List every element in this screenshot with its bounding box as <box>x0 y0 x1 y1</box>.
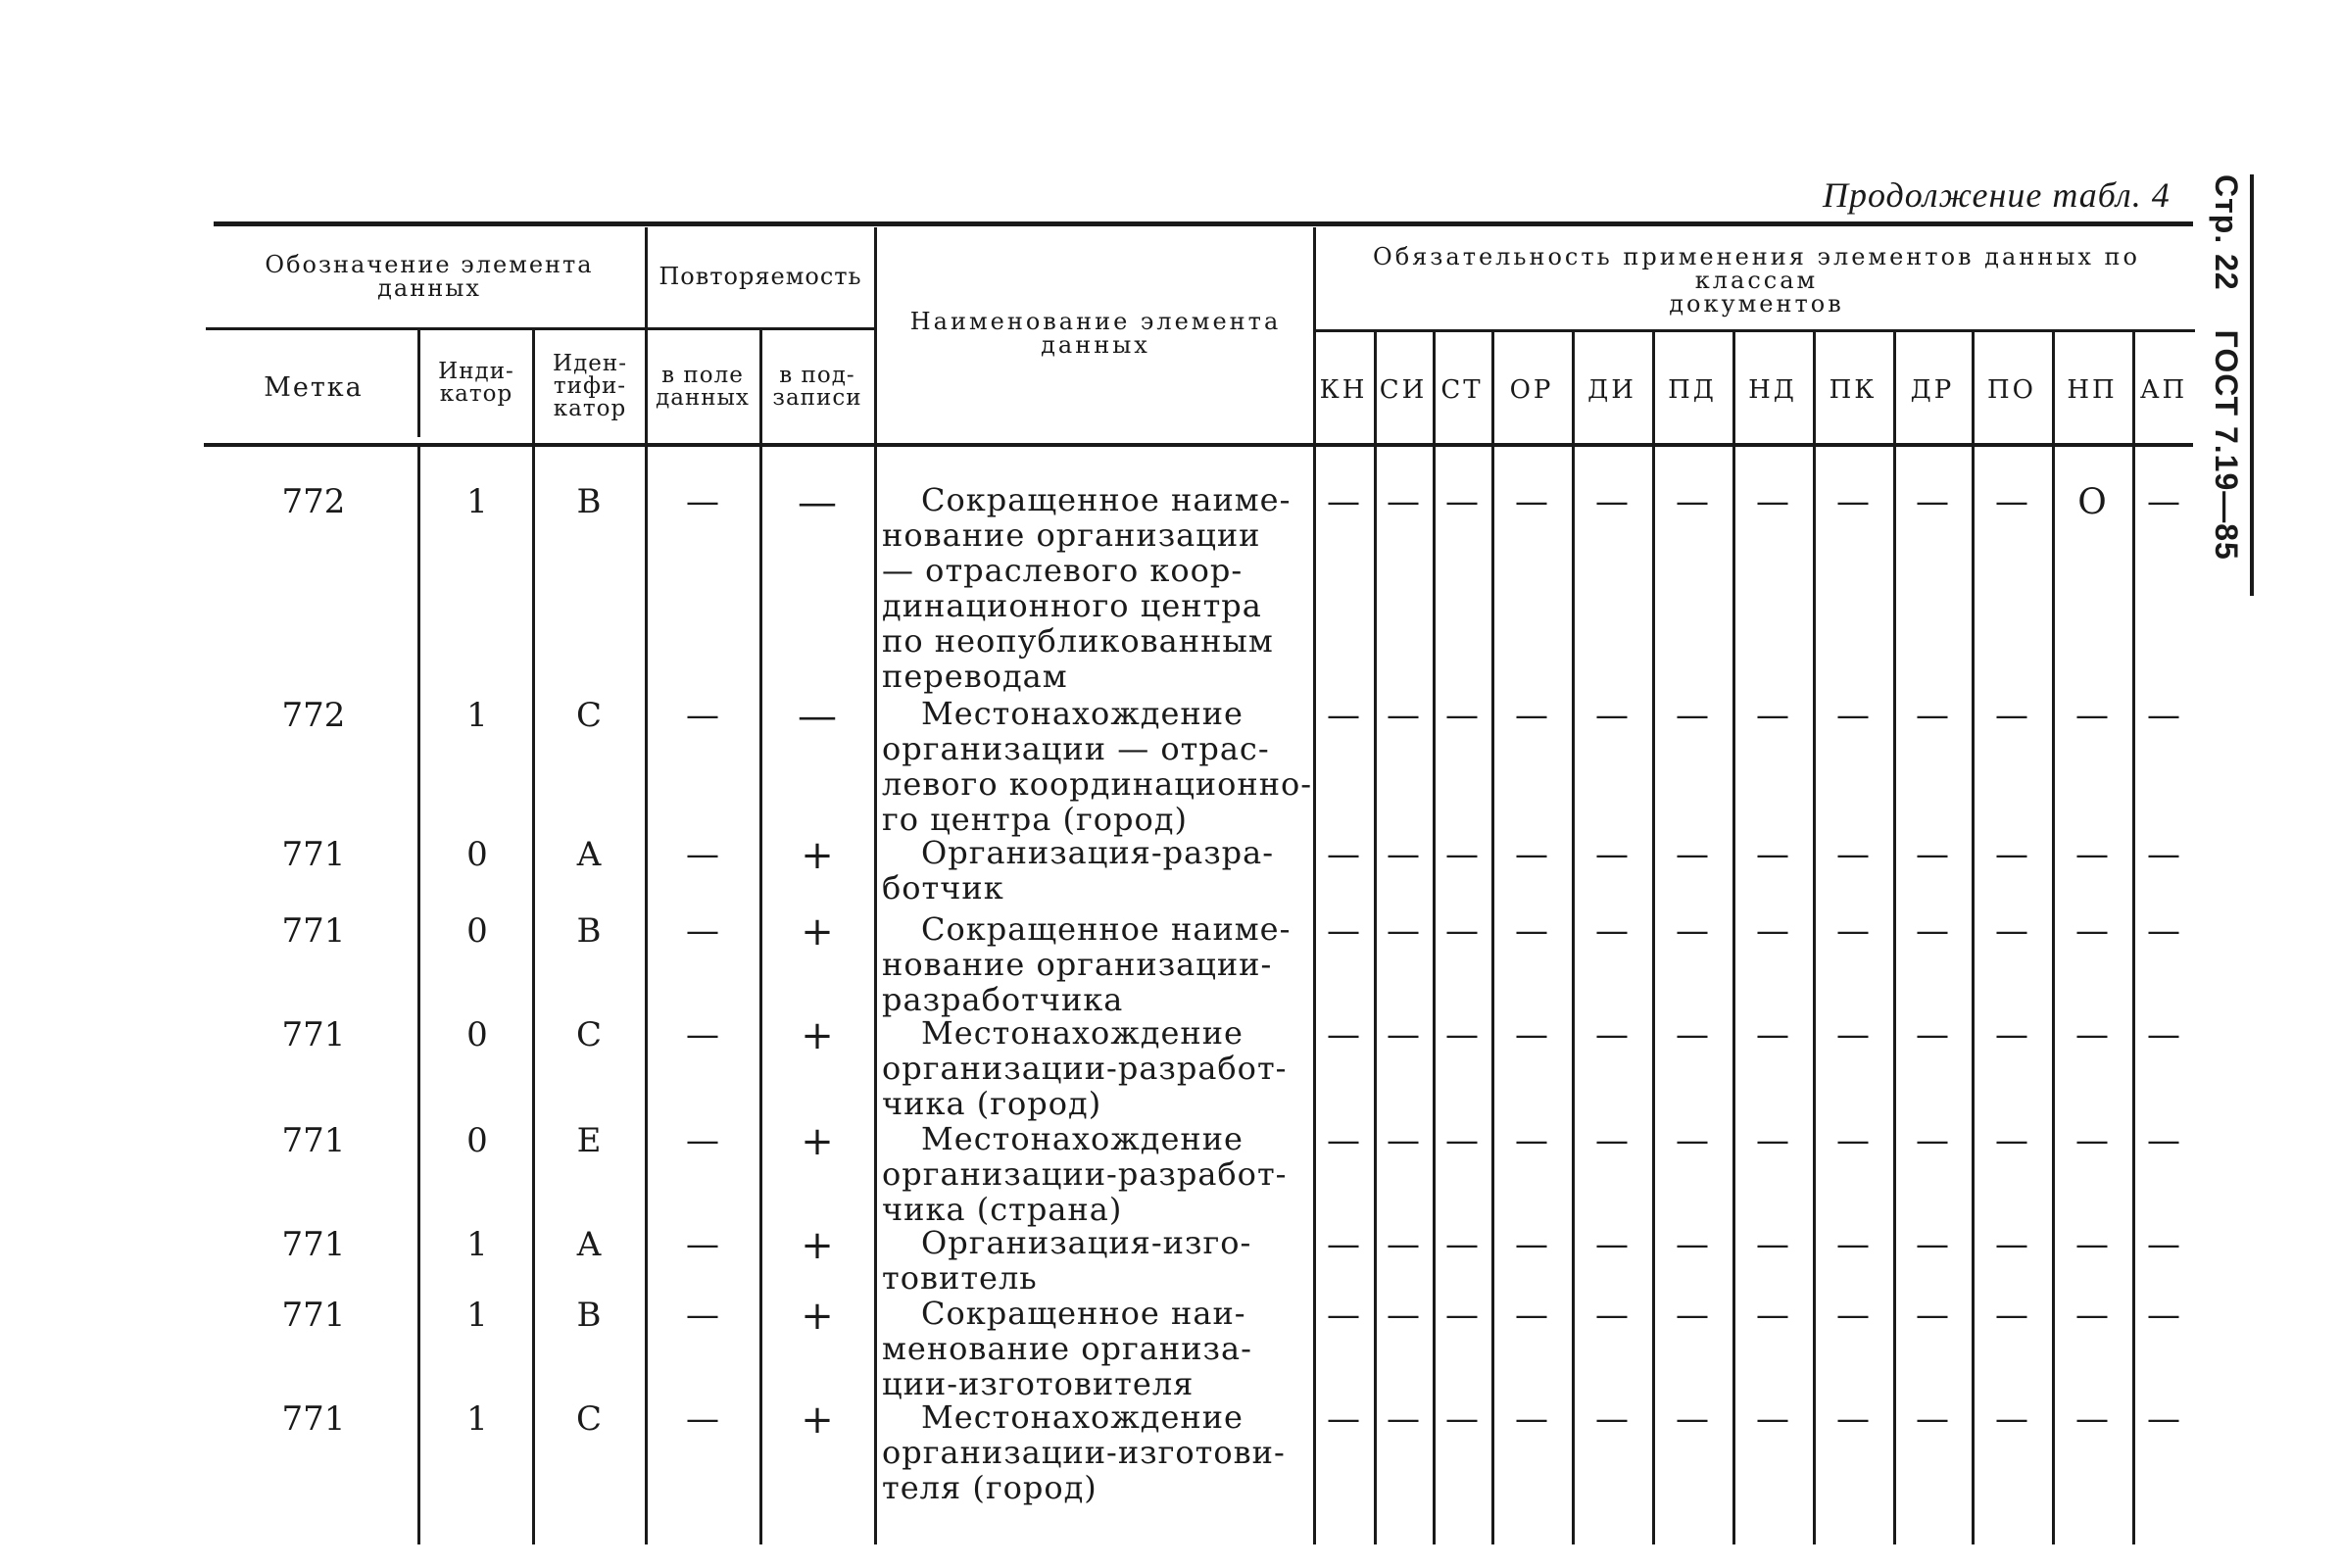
row-indicator: 1 <box>466 482 488 521</box>
col-rule-tag <box>417 329 420 437</box>
row-class-mark: — <box>1916 1121 1949 1160</box>
row-class-mark: — <box>1595 1015 1629 1054</box>
side-header <box>2199 174 2244 606</box>
row-class-mark: О <box>2077 482 2107 522</box>
row-class-mark: — <box>1595 835 1629 874</box>
row-class-mark: — <box>2075 911 2109 951</box>
row-class-mark: — <box>1995 911 2028 951</box>
row-class-mark: — <box>1515 482 1548 521</box>
side-rule <box>2250 174 2254 596</box>
row-tag: 771 <box>281 1015 346 1054</box>
row-in-field: — <box>686 696 719 735</box>
header-in-field: в поле данных <box>656 363 750 411</box>
row-identifier: C <box>575 696 602 735</box>
row-class-mark: — <box>1387 1015 1420 1054</box>
header-repeatability: Повторяемость <box>659 263 862 290</box>
row-class-mark: — <box>1756 911 1789 951</box>
row-name: Организация-изго- товитель <box>882 1224 1252 1297</box>
row-class-mark: — <box>2075 1225 2109 1264</box>
row-class-mark: — <box>1756 1121 1789 1160</box>
row-class-mark: — <box>1916 1296 1949 1335</box>
row-class-mark: — <box>1756 1296 1789 1335</box>
col-rule-field <box>759 329 762 1544</box>
row-in-subrecord: + <box>801 1294 834 1339</box>
row-class-mark: — <box>1515 1225 1548 1264</box>
row-identifier: C <box>575 1399 602 1439</box>
row-class-mark: — <box>1445 835 1479 874</box>
row-class-mark: — <box>1515 1399 1548 1439</box>
row-class-mark: — <box>1327 1225 1360 1264</box>
row-in-subrecord: + <box>801 833 834 878</box>
row-class-mark: — <box>1836 1121 1870 1160</box>
row-indicator: 0 <box>466 911 488 951</box>
row-class-mark: — <box>1916 1015 1949 1054</box>
row-identifier: B <box>576 482 602 521</box>
row-indicator: 0 <box>466 1121 488 1160</box>
row-tag: 771 <box>281 1296 346 1335</box>
row-class-mark: — <box>1387 835 1420 874</box>
row-class-mark: — <box>1995 1225 2028 1264</box>
row-class-mark: — <box>1387 482 1420 521</box>
row-class-mark: — <box>1756 835 1789 874</box>
row-in-field: — <box>686 835 719 874</box>
row-class-mark: — <box>1756 696 1789 735</box>
row-class-mark: — <box>1676 1015 1709 1054</box>
row-class-mark: — <box>1676 1121 1709 1160</box>
row-tag: 772 <box>281 482 346 521</box>
header-sub-rule-left <box>206 327 874 330</box>
standard-code: ГОСТ 7.19—85 <box>2209 329 2244 561</box>
row-class-mark: — <box>1836 835 1870 874</box>
row-name: Местонахождение организации — отрас- левого координационно- го центра (город) <box>882 695 1313 838</box>
row-class-mark: — <box>1916 696 1949 735</box>
row-class-mark: — <box>1595 696 1629 735</box>
row-in-subrecord: — <box>798 480 837 525</box>
row-class-mark: — <box>1916 911 1949 951</box>
header-sub-rule-right <box>1313 329 2195 332</box>
class-header-3: ОР <box>1509 375 1554 405</box>
table-top-rule <box>214 221 2193 226</box>
row-class-mark: — <box>1836 911 1870 951</box>
header-in-subrecord: в под- записи <box>772 363 862 411</box>
row-class-mark: — <box>1676 696 1709 735</box>
row-class-mark: — <box>1595 1225 1629 1264</box>
row-class-mark: — <box>1676 835 1709 874</box>
row-class-mark: — <box>1327 482 1360 521</box>
row-class-mark: — <box>1676 482 1709 521</box>
row-class-mark: — <box>1445 1015 1479 1054</box>
row-class-mark: — <box>1995 1399 2028 1439</box>
row-identifier: A <box>576 835 602 874</box>
row-identifier: B <box>576 911 602 951</box>
row-tag: 771 <box>281 835 346 874</box>
row-class-mark: — <box>1836 1015 1870 1054</box>
row-class-mark: — <box>1916 1225 1949 1264</box>
row-class-mark: — <box>1916 1399 1949 1439</box>
row-class-mark: — <box>1836 696 1870 735</box>
class-header-8: ДР <box>1910 375 1955 405</box>
row-tag: 771 <box>281 911 346 951</box>
row-in-subrecord: + <box>801 1119 834 1164</box>
class-header-5: ПД <box>1668 375 1717 405</box>
row-in-subrecord: — <box>798 694 837 739</box>
row-class-mark: — <box>1995 1121 2028 1160</box>
row-class-mark: — <box>1515 1121 1548 1160</box>
row-in-subrecord: + <box>801 909 834 955</box>
header-mandatory: Обязательность применения элементов данных по классам документов <box>1373 243 2140 318</box>
row-in-field: — <box>686 1296 719 1335</box>
row-name: Организация-разра- ботчик <box>882 834 1275 906</box>
row-class-mark: — <box>1595 911 1629 951</box>
row-in-field: — <box>686 911 719 951</box>
row-class-mark: — <box>1327 1296 1360 1335</box>
row-class-mark: — <box>1756 1225 1789 1264</box>
row-class-mark: — <box>1515 1296 1548 1335</box>
row-class-mark: — <box>1515 835 1548 874</box>
row-indicator: 0 <box>466 835 488 874</box>
header-tag: Метка <box>264 371 364 403</box>
class-header-9: ПО <box>1987 375 2036 405</box>
row-in-subrecord: + <box>801 1013 834 1058</box>
class-header-1: СИ <box>1379 375 1428 405</box>
row-name: Местонахождение организации-изготови- теля (город) <box>882 1398 1286 1506</box>
row-class-mark: — <box>1327 1399 1360 1439</box>
class-header-6: НД <box>1748 375 1797 405</box>
row-class-mark: — <box>1836 1225 1870 1264</box>
row-name: Сокращенное наиме- нование организации- разработчика <box>882 910 1292 1018</box>
row-class-mark: — <box>1836 482 1870 521</box>
row-tag: 771 <box>281 1399 346 1439</box>
row-class-mark: — <box>2147 1399 2180 1439</box>
row-class-mark: — <box>1916 482 1949 521</box>
row-name: Сокращенное наи- менование организа- ции-изготовителя <box>882 1295 1252 1402</box>
table-caption: Продолжение табл. 4 <box>1823 175 2171 215</box>
row-in-field: — <box>686 1121 719 1160</box>
class-header-10: НП <box>2067 375 2118 405</box>
row-class-mark: — <box>1515 911 1548 951</box>
row-class-mark: — <box>1445 911 1479 951</box>
row-class-mark: — <box>2147 1225 2180 1264</box>
col-rule-indicator <box>532 329 535 1544</box>
row-class-mark: — <box>2147 696 2180 735</box>
row-class-mark: — <box>1676 911 1709 951</box>
row-class-mark: — <box>1445 1399 1479 1439</box>
row-class-mark: — <box>2075 835 2109 874</box>
row-indicator: 1 <box>466 1399 488 1439</box>
row-in-subrecord: + <box>801 1397 834 1443</box>
row-class-mark: — <box>1595 482 1629 521</box>
row-class-mark: — <box>1995 696 2028 735</box>
row-indicator: 1 <box>466 1225 488 1264</box>
row-class-mark: — <box>1327 911 1360 951</box>
row-class-mark: — <box>2147 1121 2180 1160</box>
row-class-mark: — <box>2147 835 2180 874</box>
row-class-mark: — <box>1995 1015 2028 1054</box>
row-class-mark: — <box>1756 482 1789 521</box>
row-class-mark: — <box>2147 1296 2180 1335</box>
row-in-field: — <box>686 482 719 521</box>
row-class-mark: — <box>1995 482 2028 521</box>
row-identifier: A <box>576 1225 602 1264</box>
row-in-field: — <box>686 1399 719 1439</box>
row-class-mark: — <box>1916 835 1949 874</box>
row-class-mark: — <box>2075 1121 2109 1160</box>
row-class-mark: — <box>2147 482 2180 521</box>
row-class-mark: — <box>2075 696 2109 735</box>
class-header-0: КН <box>1319 375 1368 405</box>
row-indicator: 1 <box>466 696 488 735</box>
col-rule-tag-body <box>417 447 420 1544</box>
row-class-mark: — <box>1387 1296 1420 1335</box>
row-class-mark: — <box>1387 1399 1420 1439</box>
row-tag: 772 <box>281 696 346 735</box>
row-class-mark: — <box>1515 696 1548 735</box>
row-class-mark: — <box>1836 1399 1870 1439</box>
row-class-mark: — <box>1676 1399 1709 1439</box>
row-identifier: E <box>576 1121 602 1160</box>
row-class-mark: — <box>1445 1121 1479 1160</box>
class-header-11: АП <box>2139 375 2188 405</box>
row-class-mark: — <box>2075 1296 2109 1335</box>
row-class-mark: — <box>1327 835 1360 874</box>
row-class-mark: — <box>1327 1121 1360 1160</box>
row-class-mark: — <box>1387 696 1420 735</box>
row-class-mark: — <box>1995 835 2028 874</box>
row-class-mark: — <box>2075 1015 2109 1054</box>
class-header-2: СТ <box>1440 375 1484 405</box>
col-rule-subrecord <box>874 227 877 1544</box>
row-class-mark: — <box>1445 696 1479 735</box>
class-header-7: ПК <box>1829 375 1878 405</box>
row-identifier: B <box>576 1296 602 1335</box>
header-identifier: Иден- тифи- катор <box>553 350 627 421</box>
row-identifier: C <box>575 1015 602 1054</box>
row-class-mark: — <box>1445 482 1479 521</box>
row-class-mark: — <box>2147 1015 2180 1054</box>
row-class-mark: — <box>1676 1225 1709 1264</box>
row-name: Сокращенное наиме- нование организации — отраслевого коор- динационного центра по неопубликованным переводам <box>882 481 1292 695</box>
row-tag: 771 <box>281 1225 346 1264</box>
row-class-mark: — <box>1756 1015 1789 1054</box>
header-designation: Обозначение элемента данных <box>265 251 594 302</box>
header-name: Наименование элемента данных <box>909 308 1282 359</box>
row-class-mark: — <box>1595 1121 1629 1160</box>
row-tag: 771 <box>281 1121 346 1160</box>
header-indicator: Инди- катор <box>438 359 514 407</box>
row-class-mark: — <box>1995 1296 2028 1335</box>
row-class-mark: — <box>1327 1015 1360 1054</box>
row-class-mark: — <box>2075 1399 2109 1439</box>
row-indicator: 1 <box>466 1296 488 1335</box>
row-class-mark: — <box>1445 1296 1479 1335</box>
row-class-mark: — <box>1595 1399 1629 1439</box>
row-class-mark: — <box>1836 1296 1870 1335</box>
row-in-field: — <box>686 1225 719 1264</box>
row-class-mark: — <box>1445 1225 1479 1264</box>
row-in-subrecord: + <box>801 1223 834 1268</box>
row-class-mark: — <box>1595 1296 1629 1335</box>
class-header-4: ДИ <box>1587 375 1636 405</box>
row-name: Местонахождение организации-разработ- чика (страна) <box>882 1120 1288 1228</box>
row-in-field: — <box>686 1015 719 1054</box>
row-indicator: 0 <box>466 1015 488 1054</box>
row-class-mark: — <box>2147 911 2180 951</box>
row-class-mark: — <box>1515 1015 1548 1054</box>
row-name: Местонахождение организации-разработ- чика (город) <box>882 1014 1288 1122</box>
row-class-mark: — <box>1387 911 1420 951</box>
row-class-mark: — <box>1756 1399 1789 1439</box>
col-rule-identifier <box>645 227 648 1544</box>
page-number: Стр. 22 <box>2209 174 2244 291</box>
row-class-mark: — <box>1676 1296 1709 1335</box>
row-class-mark: — <box>1387 1121 1420 1160</box>
row-class-mark: — <box>1327 696 1360 735</box>
row-class-mark: — <box>1387 1225 1420 1264</box>
